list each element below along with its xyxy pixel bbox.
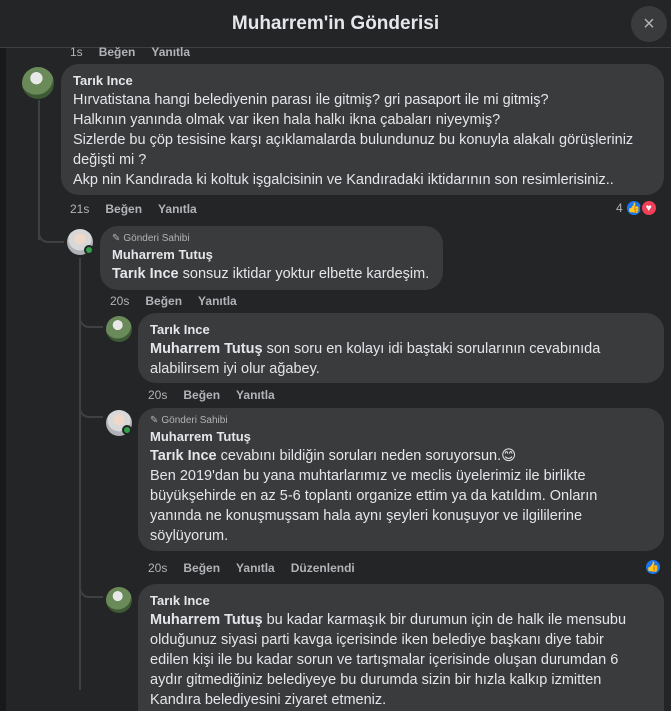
- comment-author[interactable]: Tarık Ince: [73, 73, 133, 88]
- comment-time[interactable]: 20s: [110, 294, 130, 308]
- badge-label: Gönderi Sahibi: [123, 233, 190, 244]
- online-status-icon: [122, 425, 132, 435]
- comment-text: son soru en kolayı idi baştaki sorularının cevabınıda: [266, 341, 601, 357]
- comment-text-line: Hırvatistana hangi belediyenin parası ile gitmiş? gri pasaport ile mi gitmiş?: [73, 92, 549, 108]
- thread-connector: [38, 225, 64, 243]
- comment-bubble: [138, 313, 664, 383]
- comment-author[interactable]: Muharrem Tutuş: [150, 429, 251, 444]
- post-dialog-header: [0, 0, 671, 48]
- mention-link[interactable]: Muharrem Tutuş: [150, 612, 263, 628]
- comment-bubble: [61, 64, 664, 195]
- like-button[interactable]: Beğen: [183, 561, 221, 575]
- reply-button[interactable]: Yanıtla: [151, 45, 191, 59]
- comment-bubble: [138, 408, 664, 551]
- reaction-summary[interactable]: [616, 199, 658, 217]
- comment-author[interactable]: Tarık Ince: [150, 322, 210, 337]
- like-button[interactable]: Beğen: [145, 294, 183, 308]
- avatar[interactable]: [106, 316, 132, 342]
- comment-actions: [70, 45, 190, 59]
- author-badge: [150, 414, 652, 428]
- comment-author[interactable]: Muharrem Tutuş: [112, 247, 213, 262]
- thread-connector: [79, 310, 103, 328]
- like-button[interactable]: Beğen: [105, 202, 143, 216]
- comment-actions: [148, 388, 275, 402]
- like-reaction-icon: 👍: [625, 199, 643, 217]
- comment-text: sonsuz iktidar yoktur elbette kardeşim.: [182, 266, 430, 282]
- comment-bubble: [138, 584, 664, 711]
- like-button[interactable]: Beğen: [183, 388, 221, 402]
- comment-text-line: büyükşehirde en az 5-6 toplantı organize ettim ya da katıldım. Onların: [150, 488, 598, 504]
- edited-label: Düzenlendi: [290, 561, 355, 575]
- comment-text-line: edilen kişi ile bu kadar sorun ve tartışmalar içerisinde oluşan durumdan 6: [150, 652, 619, 668]
- pencil-icon: ✎: [112, 233, 121, 244]
- avatar[interactable]: [106, 587, 132, 613]
- pencil-icon: ✎: [150, 415, 159, 426]
- like-reaction-icon: 👍: [644, 558, 662, 576]
- comment-text: cevabını bildiğin soruları neden soruyorsun.😊: [220, 448, 517, 464]
- comment-text-line: değişti mi ?: [73, 152, 147, 168]
- reply-button[interactable]: Yanıtla: [198, 294, 237, 308]
- thread-line: [38, 100, 40, 240]
- thread-connector: [79, 580, 103, 598]
- online-status-icon: [84, 245, 94, 255]
- reply-button[interactable]: Yanıtla: [236, 388, 275, 402]
- comment-actions: [110, 294, 237, 308]
- comment-author[interactable]: Tarık Ince: [150, 593, 210, 608]
- mention-link[interactable]: Tarık Ince: [112, 266, 179, 282]
- thread-connector: [79, 400, 103, 418]
- mention-link[interactable]: Tarık Ince: [150, 448, 217, 464]
- comment-text-line: Akp nin Kandırada ki koltuk işgalcisinin ve Kandıradaki iktidarının son resimlerisiniz..: [73, 172, 614, 188]
- mention-link[interactable]: Muharrem Tutuş: [150, 341, 263, 357]
- comment-bubble: [100, 226, 443, 290]
- comment-text-line: söylüyorum.: [150, 528, 229, 544]
- reaction-summary[interactable]: [644, 558, 662, 576]
- avatar[interactable]: [22, 67, 54, 99]
- comment-time[interactable]: 1s: [70, 45, 83, 59]
- comment-text-line: alabilirsem iyi olur ağabey.: [150, 361, 320, 377]
- comment-actions: [148, 561, 355, 575]
- reply-button[interactable]: Yanıtla: [158, 202, 197, 216]
- comment-time[interactable]: 20s: [148, 561, 168, 575]
- reply-button[interactable]: Yanıtla: [236, 561, 275, 575]
- close-icon[interactable]: ×: [631, 6, 667, 42]
- comment-text-line: Ben 2019'dan bu yana muhtarlarımız ve meclis üyelerimiz ile birlikte: [150, 468, 586, 484]
- comment-time[interactable]: 20s: [148, 388, 168, 402]
- left-divider: [0, 48, 6, 711]
- like-button[interactable]: Beğen: [98, 45, 136, 59]
- comment-time[interactable]: 21s: [70, 202, 90, 216]
- love-reaction-icon: ♥: [640, 199, 658, 217]
- comment-text-line: aydır gitmediğiniz belediyeye bu durumda sizin bir hızla kalkıp izmitten: [150, 672, 602, 688]
- badge-label: Gönderi Sahibi: [161, 415, 228, 426]
- comment-text-line: Halkının yanında olmak var iken hala halkı ikna çabaları niyeymiş?: [73, 112, 501, 128]
- comment-text-line: Kandıra belediyesini ziyaret etmeniz.: [150, 692, 387, 708]
- comment-text: bu kadar karmaşık bir durumun için de halk ile mensubu: [266, 612, 627, 628]
- dialog-title: Muharrem'in Gönderisi: [231, 12, 440, 34]
- comment-text-line: olduğunuz siyasi parti kavga içerisinde iken belediye başkanı diye tabir: [150, 632, 604, 648]
- comment-actions: [70, 202, 197, 216]
- reaction-count: 4: [616, 201, 623, 215]
- comment-text-line: Sizlerde bu çöp tesisine karşı açıklamalarda bulundunuz bu konuyla alakalı görüşleriniz: [73, 132, 634, 148]
- author-badge: [112, 232, 431, 246]
- comment-text-line: yanında ne konuşmuşsam hala aynı şeyleri konuşuyor ve ilgililerine: [150, 508, 583, 524]
